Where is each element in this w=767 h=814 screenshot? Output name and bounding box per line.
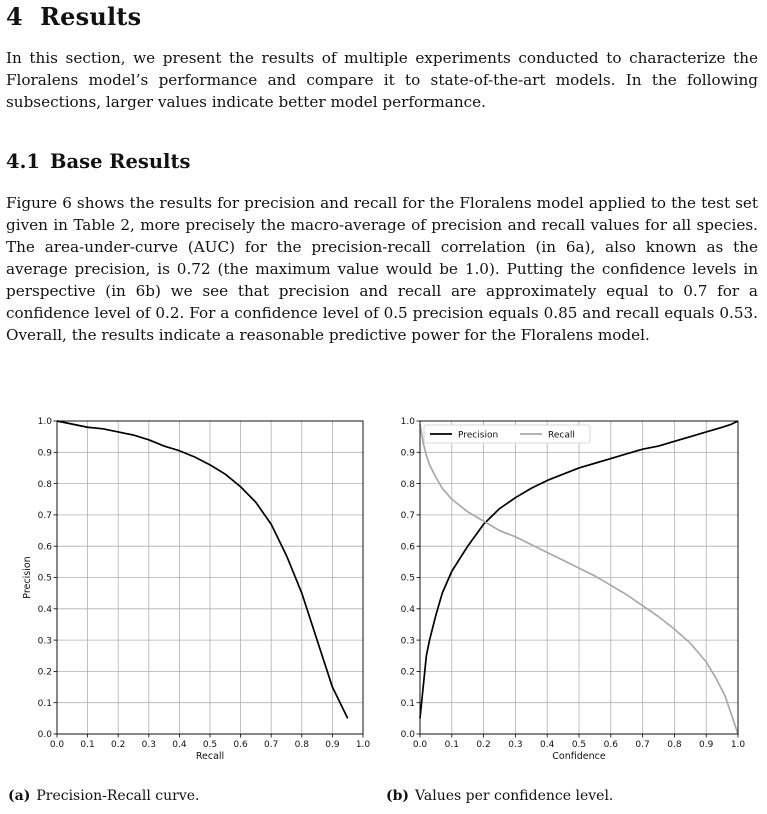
x-tick-label: 0.4: [540, 740, 555, 750]
series-line: [57, 421, 348, 718]
legend-label-recall: Recall: [548, 430, 575, 441]
y-tick-label: 0.3: [37, 636, 52, 647]
x-tick-label: 0.1: [444, 740, 459, 750]
y-tick-label: 0.8: [37, 479, 52, 490]
x-tick-label: 0.3: [141, 740, 156, 750]
section-title: Results: [40, 2, 142, 31]
x-tick-label: 0.9: [699, 740, 714, 750]
y-tick-label: 0.5: [37, 573, 52, 584]
x-tick-label: 0.0: [49, 740, 65, 750]
confidence-chart: [385, 400, 755, 775]
x-tick-label: 0.6: [603, 740, 618, 750]
legend: [424, 425, 590, 443]
subsection-heading: [6, 150, 190, 173]
y-tick-label: 0.0: [400, 730, 415, 741]
caption-b-text: Values per confidence level.: [415, 788, 614, 804]
x-tick-label: 0.7: [264, 740, 279, 750]
y-tick-label: 0.9: [400, 448, 415, 459]
y-tick-label: 0.3: [400, 636, 415, 647]
caption-a-tag: (a): [8, 788, 31, 804]
precision-recall-chart: [0, 400, 370, 775]
subsection-number: 4.1: [6, 150, 40, 173]
x-tick-label: 0.5: [202, 740, 218, 750]
caption-b-tag: (b): [386, 788, 410, 804]
y-tick-label: 0.6: [400, 542, 415, 553]
y-tick-label: 1.0: [400, 417, 415, 428]
x-tick-label: 0.3: [508, 740, 523, 750]
x-tick-label: 0.9: [325, 740, 340, 750]
y-tick-label: 0.8: [400, 479, 415, 490]
y-tick-label: 0.1: [400, 698, 415, 709]
x-tick-label: 0.5: [571, 740, 587, 750]
y-tick-label: 0.4: [37, 605, 52, 615]
section-number: 4: [6, 2, 23, 31]
y-tick-label: 1.0: [37, 417, 52, 428]
x-tick-label: 1.0: [355, 740, 371, 750]
x-tick-label: 0.8: [667, 740, 682, 750]
y-tick-label: 0.7: [37, 511, 52, 522]
x-tick-label: 0.0: [412, 740, 428, 750]
section-heading: [6, 2, 141, 31]
y-tick-label: 0.7: [400, 511, 415, 522]
y-tick-label: 0.6: [37, 542, 52, 553]
y-tick-label: 0.0: [37, 730, 52, 741]
caption-a-text: Precision-Recall curve.: [36, 788, 200, 804]
x-tick-label: 0.2: [111, 740, 126, 750]
x-tick-label: 0.4: [172, 740, 187, 750]
y-tick-label: 0.5: [400, 573, 415, 584]
x-tick-label: 0.6: [233, 740, 248, 750]
body-paragraph: Figure 6 shows the results for precision and recall for the Floralens model applied to the test set given in Table 2, more precisely the macro-average of precision and recall values for all species. The area-under-curve (AUC) for the precision-recall correlation (in 6a), also known as the average precision, is 0.72 (the maximum value would be 1.0). Putting the confidence levels in perspective (in 6b) we see that precision and recall are approximately equal to 0.7 for a confidence level of 0.2. For a confidence level of 0.5 precision equals 0.85 and recall equals 0.53. Overall, the results indicate a reasonable predictive power for the Floralens model.: [6, 194, 758, 344]
caption-b: [386, 788, 613, 804]
legend-label-precision: Precision: [458, 430, 499, 441]
subsection-title: Base Results: [50, 150, 191, 173]
y-tick-label: 0.1: [37, 698, 52, 709]
x-axis-label: Recall: [195, 751, 225, 762]
y-tick-label: 0.2: [37, 667, 52, 678]
x-tick-label: 1.0: [730, 740, 746, 750]
x-axis-label: Confidence: [552, 751, 606, 762]
caption-a: [8, 788, 200, 804]
x-tick-label: 0.8: [294, 740, 309, 750]
x-tick-label: 0.2: [476, 740, 491, 750]
intro-paragraph: In this section, we present the results of multiple experiments conducted to characterize the Floralens model’s performance and compare it to state-of-the-art models. In the following subsections, larger values indicate better model performance.: [6, 49, 758, 111]
y-tick-label: 0.9: [37, 448, 52, 459]
y-axis-label: Precision: [22, 556, 33, 599]
x-tick-label: 0.7: [635, 740, 650, 750]
y-tick-label: 0.4: [400, 605, 415, 615]
x-tick-label: 0.1: [80, 740, 95, 750]
y-tick-label: 0.2: [400, 667, 415, 678]
